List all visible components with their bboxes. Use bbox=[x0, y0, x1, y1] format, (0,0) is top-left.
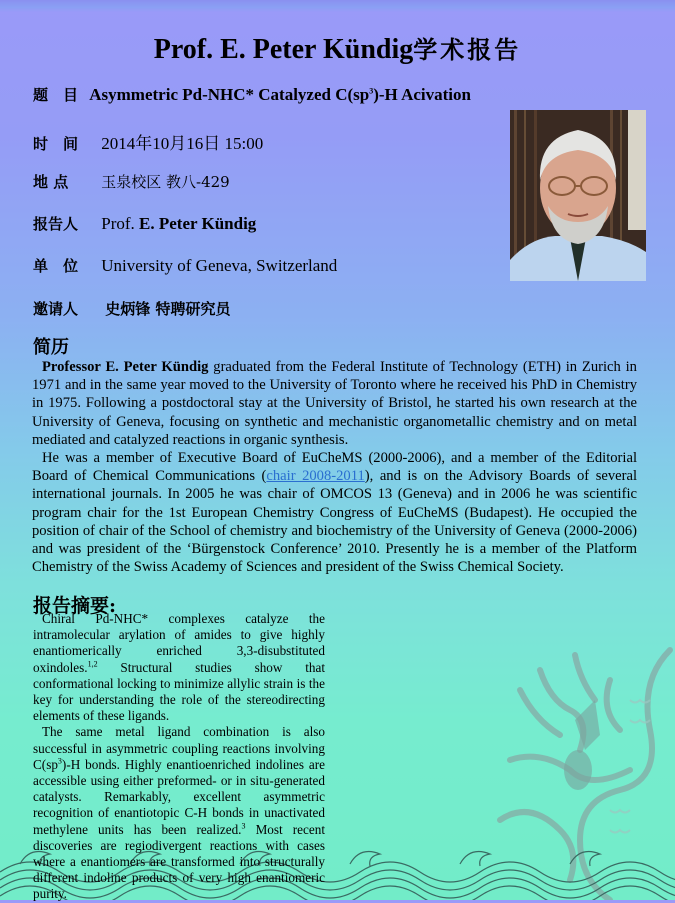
abstract-p1-sup: 1,2 bbox=[87, 659, 98, 669]
abstract-p1-text-1: Chiral Pd-NHC* complexes catalyze the intramolecular arylation of amides to give highly enantiomerically enriched 3,3-disubstituted oxindoles. bbox=[33, 611, 325, 675]
time-label: 时 间 bbox=[33, 135, 79, 153]
abstract-paragraph-2 bbox=[33, 724, 325, 902]
portrait-icon bbox=[510, 110, 646, 281]
time-value: 2014年10月16日 15:00 bbox=[101, 134, 264, 153]
speaker-portrait-photo bbox=[510, 110, 646, 281]
speaker-row bbox=[33, 213, 256, 234]
title-chinese: 学术报告 bbox=[413, 35, 522, 64]
inviter-row bbox=[33, 298, 230, 319]
abstract-p2-text-1: The same metal ligand combination is also successful in asymmetric coupling reactions involving C(sp bbox=[33, 724, 325, 772]
affiliation-label: 单 位 bbox=[33, 257, 79, 275]
location-value: 玉泉校区 教八-429 bbox=[101, 173, 230, 191]
abstract-heading: 报告摘要: bbox=[33, 595, 117, 617]
speaker-value bbox=[101, 214, 256, 233]
bio-paragraph-2-text-2: ), and is on the Advisory Boards of several international journals. In 2005 he was chair of OMCOS 13 (Geneva) and in 2006 he was scientific program chair for the 1st European Chemistry Congress of EuCheMS (Budapest). He occupied the position of chair of the School of chemistry and biochemistry of the University of Geneva (2000-2006) and was president of the ‘Bürgenstock Conference’ 2010. Presently he is a member of the Platform Chemistry of the Swiss Academy of Sciences and president of the Swiss Chemical Society. bbox=[32, 468, 638, 576]
abstract-paragraph-1 bbox=[33, 611, 325, 724]
abstract-p2-text-3: Most recent discoveries are regiodivergent reactions with cases where a enantiomers are transformed into structurally different indoline products of very high enantiomeric purity. bbox=[33, 821, 325, 902]
page-title bbox=[0, 30, 675, 66]
inviter-value: 史炳锋 特聘研究员 bbox=[105, 300, 231, 318]
speaker-label: 报告人 bbox=[33, 215, 79, 233]
bio-text bbox=[32, 358, 637, 576]
speaker-name: E. Peter Kündig bbox=[139, 214, 257, 233]
abstract-text bbox=[33, 611, 325, 903]
bio-heading: 简历 bbox=[33, 337, 69, 358]
chair-link[interactable]: chair 2008-2011 bbox=[266, 468, 365, 485]
abstract-p1-text-2: Structural studies show that conformational locking to minimize allylic strain is the key for understanding the role of the stereodirecting elements of these ligands. bbox=[33, 659, 325, 724]
location-row bbox=[33, 171, 230, 192]
bio-paragraph-1 bbox=[32, 358, 637, 449]
location-label: 地 点 bbox=[33, 173, 69, 191]
abstract-p2-sup-2: 3 bbox=[241, 821, 246, 831]
topic-sup: 3 bbox=[369, 86, 374, 96]
bio-paragraph-2-text-1: He was a member of Executive Board of EuCheMS (2000-2006), and a member of the Editorial Board of Chemical Communications ( bbox=[32, 450, 637, 485]
topic-label: 题 目 bbox=[33, 86, 79, 104]
title-english: Prof. E. Peter Kündig bbox=[153, 34, 414, 65]
top-bar bbox=[0, 0, 675, 12]
topic-row bbox=[33, 84, 471, 105]
bio-paragraph-1-text: graduated from the Federal Institute of Technology (ETH) in Zurich in 1971 and in the same year moved to the University of Toronto where he received his PhD in Chemistry in 1975. Following a postdoctoral stay at the University of Bristol, he started his own research at the University of Geneva, focusing on synthetic and mechanistic organometallic chemistry and on metal mediated and catalyzed reactions in organic synthesis. bbox=[32, 359, 637, 448]
abstract-p2-sup-1: 3 bbox=[57, 756, 62, 766]
bio-paragraph-2 bbox=[32, 449, 637, 576]
topic-text-2: )-H Acivation bbox=[373, 85, 471, 104]
bio-name: Professor E. Peter Kündig bbox=[42, 359, 209, 375]
affiliation-row bbox=[33, 255, 337, 276]
time-row bbox=[33, 129, 263, 154]
abstract-p2-text-2: )-H bonds. Highly enantioenriched indolines are accessible using either preformed- or in situ-generated catalysts. Remarkably, excellent asymmetric recognition of enantiotopic C-H bonds in unactivated methylene units has been realized. bbox=[33, 756, 325, 837]
topic-value bbox=[89, 85, 471, 104]
speaker-prefix: Prof. bbox=[101, 214, 140, 233]
affiliation-value: University of Geneva, Switzerland bbox=[101, 256, 338, 275]
topic-text-1: Asymmetric Pd-NHC* Catalyzed C(sp bbox=[89, 85, 370, 104]
inviter-label: 邀请人 bbox=[33, 300, 79, 318]
